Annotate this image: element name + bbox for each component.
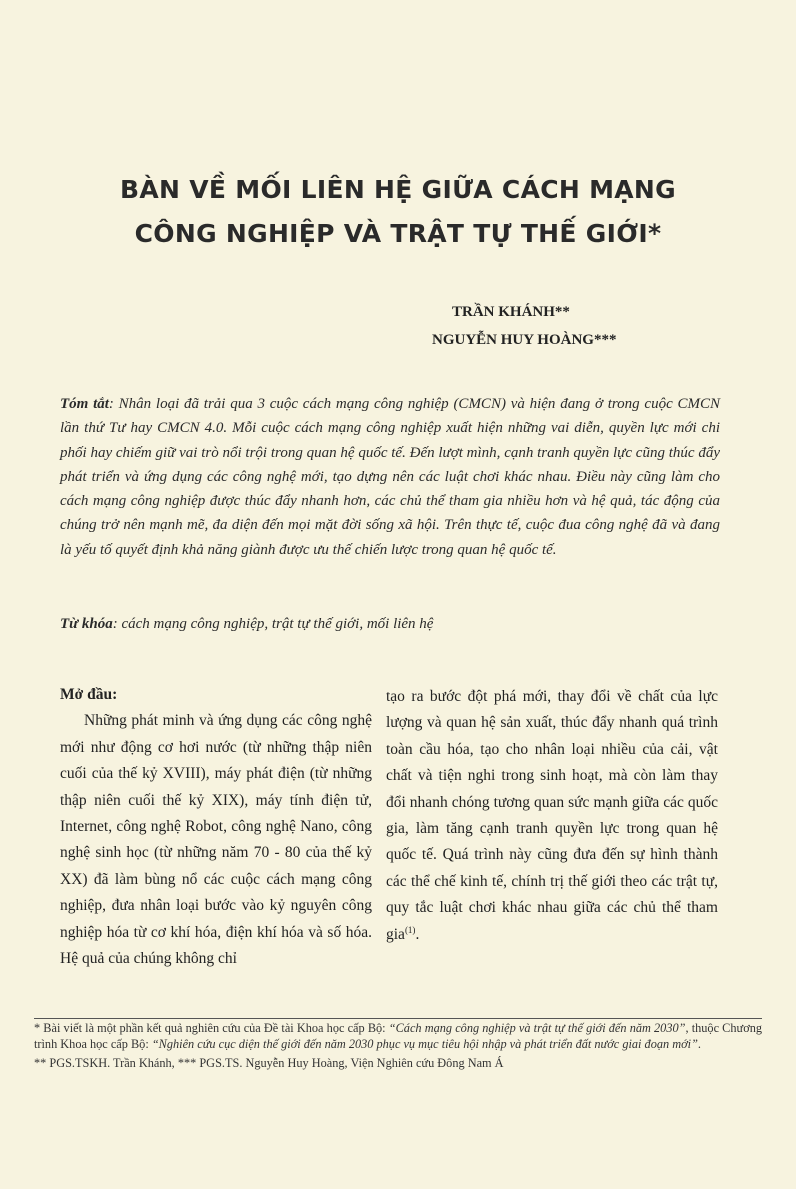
- abstract-label: Tóm tắt: [60, 396, 109, 412]
- left-column: [60, 682, 372, 972]
- keywords: [60, 612, 720, 636]
- intro-right-text: tạo ra bước đột phá mới, thay đổi về chất của lực lượng và quan hệ sản xuất, thúc đẩy nhanh quá trình toàn cầu hóa, tạo cho nhân loại nhiều của cải, vật chất và tiện nghi trong sinh hoạt, mà còn làm thay đổi nhanh chóng tương quan sức mạnh giữa các quốc gia, làm tăng cạnh tranh quyền lực trong quan hệ quốc tế. Quá trình này cũng đưa đến sự hình thành các thể chế kinh tế, chính trị thế giới theo các trật tự, quy tắc luật chơi khác nhau giữa các chủ thể tham gia: [386, 688, 718, 943]
- footnote-1-project-title: “Cách mạng công nghiệp và trật tự thế giới đến năm 2030”: [388, 1021, 686, 1035]
- footnote-1-end: .: [697, 1037, 701, 1051]
- footnote-divider: [34, 1018, 762, 1019]
- title-line-2: CÔNG NGHIỆP VÀ TRẬT TỰ THẾ GIỚI*: [134, 219, 662, 248]
- intro-right-end: .: [415, 925, 420, 943]
- author-2: NGUYỄN HUY HOÀNG***: [432, 332, 617, 348]
- footnote-1-program-title: “Nghiên cứu cục diện thế giới đến năm 2030 phục vụ mục tiêu hội nhập và phát triển đất nước giai đoạn mới”: [151, 1037, 698, 1051]
- section-heading: Mở đầu:: [60, 686, 118, 703]
- abstract-text: : Nhân loại đã trải qua 3 cuộc cách mạng công nghiệp (CMCN) và hiện đang ở trong cuộc CMCN lần thứ Tư hay CMCN 4.0. Mỗi cuộc cách mạng công nghiệp xuất hiện những vai diễn, quyền lực mới chi phối hay chiếm giữ vai trò nổi trội trong quan hệ quốc tế. Đến lượt mình, cạnh tranh quyền lực cũng thúc đẩy phát triển và ứng dụng các công nghệ mới, tạo dựng nên các luật chơi khác nhau. Điều này cũng làm cho cách mạng công nghiệp được thúc đẩy nhanh hơn, các chủ thể tham gia nhiều hơn và hệ quả, tác động của chúng trở nên mạnh mẽ, đa diện đến mọi mặt đời sống xã hội. Trên thực tế, cuộc đua công nghệ đã và đang là yếu tố quyết định khả năng giành được ưu thế chiến lược trong quan hệ quốc tế.: [60, 396, 720, 558]
- intro-paragraph-right: [386, 684, 718, 948]
- footnote-1: [34, 1020, 762, 1052]
- footnotes: [34, 1020, 762, 1071]
- footnote-1-prefix: * Bài viết là một phần kết quả nghiên cứu của Đề tài Khoa học cấp Bộ:: [34, 1021, 389, 1035]
- footnote-1-mid: , thuộc Chương trình Khoa học cấp Bộ:: [34, 1021, 763, 1051]
- keywords-label: Từ khóa: [60, 616, 113, 632]
- right-column: [386, 684, 718, 948]
- author-1: TRẦN KHÁNH**: [452, 304, 570, 320]
- title-line-1: BÀN VỀ MỐI LIÊN HỆ GIỮA CÁCH MẠNG: [120, 175, 676, 204]
- abstract: [60, 392, 720, 562]
- keywords-text: : cách mạng công nghiệp, trật tự thế giới, mối liên hệ: [112, 616, 434, 632]
- reference-marker: (1): [404, 924, 416, 935]
- article-title: [60, 168, 736, 256]
- footnote-2: ** PGS.TSKH. Trần Khánh, *** PGS.TS. Nguyễn Huy Hoàng, Viện Nghiên cứu Đông Nam Á: [34, 1056, 504, 1070]
- intro-paragraph-left: Những phát minh và ứng dụng các công nghệ mới như động cơ hơi nước (từ những thập niên cuối của thế kỷ XVIII), máy phát điện (từ những thập niên cuối thế kỷ XIX), máy tính điện tử, Internet, công nghệ Robot, công nghệ Nano, công nghệ sinh học (từ những năm 70 - 80 của thế kỷ XX) đã làm bùng nổ các cuộc cách mạng công nghiệp, đưa nhân loại bước vào kỷ nguyên công nghiệp hóa từ cơ khí hóa, điện khí hóa và số hóa. Hệ quả của chúng không chỉ: [60, 712, 372, 968]
- author-list: [432, 298, 616, 354]
